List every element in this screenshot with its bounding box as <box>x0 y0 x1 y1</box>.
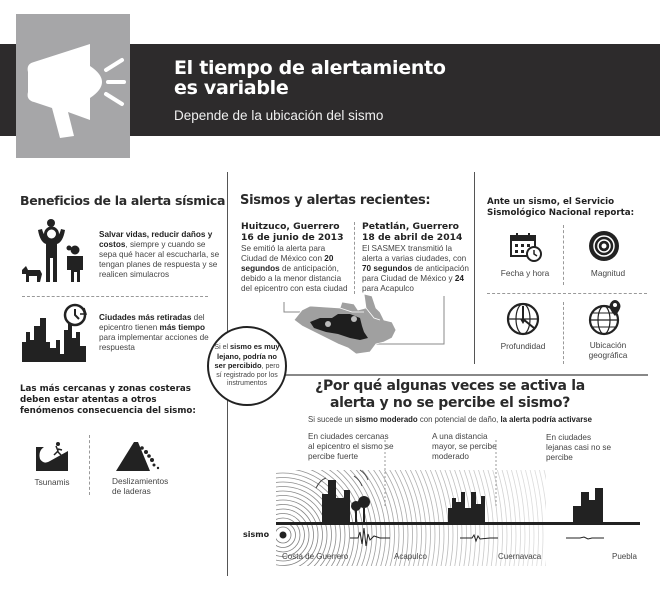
why-heading <box>300 378 600 412</box>
why-sub-t1: Si sucede un <box>308 415 356 424</box>
ubicacion-label-2: geográfica <box>588 350 628 360</box>
seismic-wave-diagram <box>240 440 650 570</box>
city-clock-icon <box>20 302 92 364</box>
location-globe-icon <box>588 300 624 336</box>
place-cuernavaca: Cuernavaca <box>498 552 542 561</box>
megaphone-icon-box <box>16 14 130 158</box>
title-line-1: El tiempo de alertamiento <box>174 57 446 79</box>
dashed-divider-vertical <box>354 222 355 294</box>
event-1-date: 16 de junio de 2013 <box>241 231 344 243</box>
profundidad-label: Profundidad <box>500 341 546 351</box>
calendar-clock-icon <box>510 232 542 262</box>
dashed-divider-vertical <box>89 435 90 495</box>
callout-bold: sismo es muy lejano, podría no ser percibido <box>214 342 280 371</box>
zone-far-text: En ciudades lejanas casi no se percibe <box>546 433 612 462</box>
dashed-divider <box>22 296 208 297</box>
why-sub-t2: con potencial de daño, <box>417 415 501 424</box>
event-2 <box>362 222 472 294</box>
benefit-1-bold: Salvar vidas, reducir daños y costos <box>99 230 213 249</box>
event-2-b1: 70 segundos <box>362 264 413 273</box>
section-divider <box>228 374 648 376</box>
event-2-text <box>362 244 472 294</box>
wave-ring <box>240 440 512 570</box>
event-1-place: Huitzuco, Guerrero <box>241 221 340 232</box>
landslide-icon <box>116 440 162 472</box>
event-2-t3: para Acapulco <box>362 284 414 293</box>
landslide-label <box>112 476 172 496</box>
event-1-b1: 20 segundos <box>241 254 334 273</box>
magnitud-label: Magnitud <box>590 268 626 278</box>
benefit-2-bold-1: Ciudades más retiradas <box>99 313 192 322</box>
event-1-t2: de anticipación, debido a la menor distancia del epicentro con esta ciudad <box>241 264 348 293</box>
wave-ring <box>240 440 404 570</box>
landslide-label-1: Deslizamientos <box>112 476 169 486</box>
tsunami-label: Tsunamis <box>34 477 70 487</box>
title-line-2: es variable <box>174 77 289 99</box>
event-2-t2: de anticipación para Ciudad de México y <box>362 264 469 283</box>
coastal-heading: Las más cercanas y zonas costeras deben estar atentas a otros fenómenos consecuencia del sismo: <box>20 384 196 416</box>
place-acapulco: Acapulco <box>394 552 427 561</box>
megaphone-icon <box>16 14 130 158</box>
event-2-b2: 24 <box>454 274 464 283</box>
guerrero-map <box>280 292 450 358</box>
tsunami-icon <box>36 441 70 471</box>
ubicacion-label <box>572 340 644 360</box>
dashed-divider-vertical <box>563 225 564 285</box>
recent-heading: Sismos y alertas recientes: <box>240 193 431 208</box>
benefits-heading: Beneficios de la alerta sísmica <box>20 193 226 208</box>
event-1 <box>241 222 351 294</box>
benefit-1-rest: , siempre y cuando se sepa qué hacer al escucharla, se tengan planes de respuesta y se realicen simulacros <box>99 240 220 279</box>
event-2-place: Petatlán, Guerrero <box>362 221 459 232</box>
event-2-date: 18 de abril de 2014 <box>362 231 463 243</box>
dashed-divider <box>487 293 647 294</box>
sismo-origin-label: sismo <box>243 530 270 539</box>
far-earthquake-callout <box>207 326 287 406</box>
why-heading-2: alerta y no se percibe el sismo? <box>329 395 571 411</box>
event-1-text <box>241 244 351 294</box>
place-puebla: Puebla <box>612 552 637 561</box>
why-subtitle <box>250 415 650 424</box>
callout-t1: Si el <box>214 344 230 352</box>
page-subtitle: Depende de la ubicación del sismo <box>174 108 384 123</box>
ssn-heading: Ante un sismo, el Servicio Sismológico Nacional reporta: <box>487 197 635 218</box>
benefit-2-bold-2: más tiempo <box>159 323 206 332</box>
depth-globe-icon <box>506 302 540 336</box>
wave-ring <box>240 440 534 570</box>
fecha-hora-label: Fecha y hora <box>500 268 550 278</box>
wave-ring <box>240 440 462 570</box>
why-sub-b1: sismo moderado <box>355 415 418 424</box>
event-2-t1: El SASMEX transmitió la alerta a varias ciudades, con <box>362 244 467 263</box>
why-heading-1: ¿Por qué algunas veces se activa la <box>315 378 585 394</box>
zone-near-text: En ciudades cercanas al epicentro el sismo se percibe fuerte <box>308 432 394 461</box>
ubicacion-label-1: Ubicación <box>589 340 627 350</box>
dashed-divider-vertical <box>563 302 564 364</box>
column-divider-right <box>474 172 475 364</box>
page-title <box>174 58 446 98</box>
benefit-2-text <box>99 313 221 353</box>
benefit-1-text <box>99 230 221 280</box>
magnitude-icon <box>588 230 620 262</box>
place-costa-guerrero: Costa de Guerrero <box>282 552 349 561</box>
zone-mid-text: A una distancia mayor, se percibe moderado <box>432 432 497 461</box>
family-icon <box>20 218 92 284</box>
landslide-label-2: de laderas <box>112 486 151 496</box>
event-1-t1: Se emitió la alerta para Ciudad de México con <box>241 244 326 263</box>
benefit-2-text-2: para implementar acciones de respuesta <box>99 333 209 352</box>
benefit-2-text-1: del epicentro tienen <box>99 313 205 332</box>
why-sub-b2: la alerta podría activarse <box>500 415 592 424</box>
callout-t2: , pero sí registrado por los instrumentos <box>216 363 280 388</box>
